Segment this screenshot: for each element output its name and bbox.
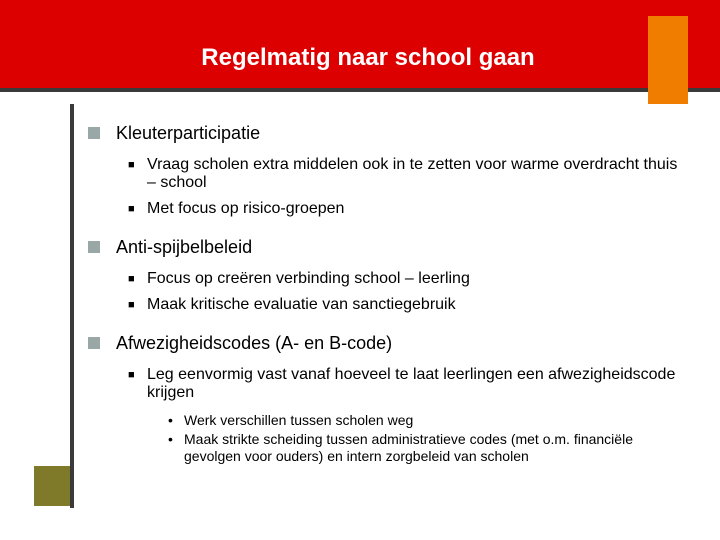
bullet-text: Leg eenvormig vast vanaf hoeveel te laat leerlingen een afwezigheidscode krijgen xyxy=(147,366,676,401)
section-afwezigheidscodes xyxy=(88,332,688,465)
dot-bullet-icon: • xyxy=(168,412,173,428)
section-anti-spijbelbeleid xyxy=(88,236,688,314)
level2-list xyxy=(88,366,688,402)
level2-bullet xyxy=(128,366,688,402)
small-square-bullet-icon: ■ xyxy=(128,159,135,171)
header-divider xyxy=(0,88,720,92)
level3-bullet xyxy=(168,431,688,465)
level1-bullet xyxy=(88,332,688,354)
bullet-text: Vraag scholen extra middelen ook in te zetten voor warme overdracht thuis – school xyxy=(147,156,678,191)
level2-bullet xyxy=(128,296,688,314)
olive-accent-block xyxy=(34,466,70,506)
square-bullet-icon xyxy=(88,127,100,139)
level2-bullet xyxy=(128,156,688,192)
sub-bullet-text: Maak strikte scheiding tussen administratieve codes (met o.m. financiële gevolgen voor ouders) en intern zorgbeleid van scholen xyxy=(184,431,633,464)
small-square-bullet-icon: ■ xyxy=(128,203,135,215)
square-bullet-icon xyxy=(88,241,100,253)
slide-content xyxy=(88,122,688,483)
section-heading: Afwezigheidscodes (A- en B-code) xyxy=(116,333,393,353)
small-square-bullet-icon: ■ xyxy=(128,299,135,311)
sub-bullet-text: Werk verschillen tussen scholen weg xyxy=(184,412,414,428)
bullet-text: Focus op creëren verbinding school – leerling xyxy=(147,270,470,287)
level2-bullet xyxy=(128,200,688,218)
dot-bullet-icon: • xyxy=(168,431,173,447)
bullet-text: Maak kritische evaluatie van sanctiegebruik xyxy=(147,296,456,313)
level3-bullet xyxy=(168,412,688,429)
bullet-text: Met focus op risico-groepen xyxy=(147,200,345,217)
section-heading: Kleuterparticipatie xyxy=(116,123,261,143)
level2-list xyxy=(88,156,688,218)
section-kleuterparticipatie xyxy=(88,122,688,218)
level2-bullet xyxy=(128,270,688,288)
small-square-bullet-icon: ■ xyxy=(128,273,135,285)
square-bullet-icon xyxy=(88,337,100,349)
slide-title: Regelmatig naar school gaan xyxy=(201,44,535,71)
level3-list xyxy=(88,412,688,465)
section-heading: Anti-spijbelbeleid xyxy=(116,237,253,257)
left-vertical-rule xyxy=(70,104,74,508)
level1-bullet xyxy=(88,236,688,258)
level1-bullet xyxy=(88,122,688,144)
small-square-bullet-icon: ■ xyxy=(128,369,135,381)
level2-list xyxy=(88,270,688,314)
